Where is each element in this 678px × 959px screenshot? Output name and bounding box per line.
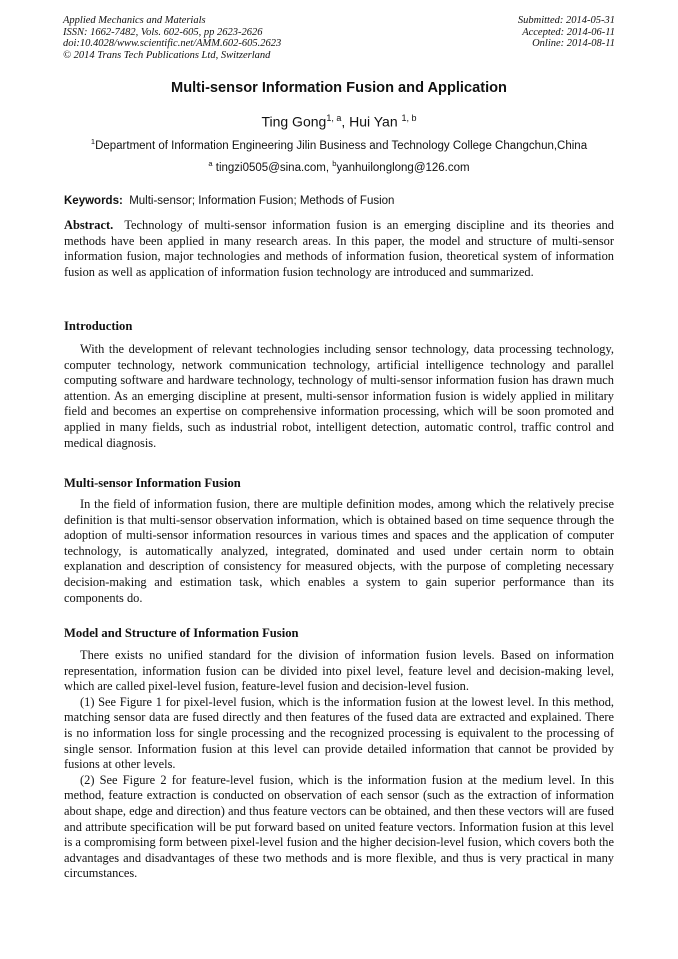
affiliation: Department of Information Engineering Jilin Business and Technology College Changchun,China (95, 139, 588, 152)
author-separator: , (341, 113, 350, 130)
header-left (63, 15, 281, 61)
abstract-text: Technology of multi-sensor information fusion is an emerging discipline and its theories and methods have been applied in many research areas. In this paper, the model and structure of multi-sensor information fusion, major technologies and methods of information fusion, theoretical system of information fusion as well as application of information fusion technology are introduced and summarized. (64, 218, 614, 279)
section-heading-model-structure: Model and Structure of Information Fusion (64, 626, 299, 640)
affiliation-sup: 1 (90, 137, 96, 146)
author-2: Hui Yan (349, 113, 398, 130)
email-b-sup: b (332, 159, 337, 168)
accepted-date: Accepted: 2014-06-11 (522, 26, 615, 38)
email-line (0, 159, 678, 174)
paragraph: (2) See Figure 2 for feature-level fusion, which is the information fusion at the medium level. In this method, feature extraction is conducted on observation of each sensor (such as the extraction of information about shape, edge and direction) and thus feature vectors can be obtained, and then these vectors will are fused and attribute specification will be put forward based on united feature vectors. Information fusion at this level is a compromising form between pixel-level fusion and the higher decision-level fusion, which covers both the advantages and disadvantages of these two methods and is more flexible, and thus is very practical in many circumstances. (64, 772, 614, 881)
affiliation-line (0, 137, 678, 152)
copyright-line: © 2014 Trans Tech Publications Ltd, Switzerland (63, 49, 271, 61)
multi-sensor-fusion-body (64, 497, 614, 606)
paragraph: In the field of information fusion, there are multiple definition modes, among which the relatively precise definition is that multi-sensor observation information, which is obtained based on time sequence through the adoption of multi-sensor information resources in various times and spaces and the application of computer technology, is automatically analyzed, integrated, dominated and used under certain norm to obtain explanation and description of consistency for measured objects, with the purpose of completing necessary decision-making and estimation task, which enables a system to gain superior performance than its components do. (64, 497, 614, 605)
author-1: Ting Gong (261, 113, 327, 130)
author-1-sup: 1, a (326, 113, 342, 123)
issn-line: ISSN: 1662-7482, Vols. 602-605, pp 2623-2626 (63, 26, 263, 38)
keywords-label: Keywords: (64, 195, 123, 207)
paragraph: (1) See Figure 1 for pixel-level fusion, which is the information fusion at the lowest level. In this method, matching sensor data are fused directly and then features of the fused data are extracted and explained. There is no information loss for single processing and the recognized processing is equivalent to the processing of single sensor. Information fusion at this level can provide detailed information that cannot be provided by fusions at other levels. (64, 694, 614, 772)
model-structure-body (64, 648, 614, 882)
keywords-text: Multi-sensor; Information Fusion; Methods of Fusion (129, 195, 395, 207)
paragraph: With the development of relevant technologies including sensor technology, data processing technology, computer technology, network communication technology, artificial intelligence technology and parallel computing software and hardware technology, technology of multi-sensor information fusion has drawn much attention. As an emerging discipline at present, multi-sensor information fusion is widely applied in military field and becomes an expertise on comprehensive information processing, which will be soon promoted and applied in many fields, such as industrial robot, intelligent detection, automatic control, traffic control and medical diagnosis. (64, 342, 614, 450)
submitted-date: Submitted: 2014-05-31 (517, 15, 615, 26)
journal-name: Applied Mechanics and Materials (63, 15, 206, 26)
email-b: yanhuilonglong@126.com (336, 161, 470, 174)
online-date: Online: 2014-08-11 (532, 38, 615, 50)
introduction-body (64, 342, 614, 451)
keywords-line (64, 195, 394, 207)
email-a: tingzi0505@sina.com, (215, 161, 333, 174)
email-a-sup: a (208, 159, 213, 168)
author-2-sup: 1, b (401, 113, 417, 123)
header-right (518, 15, 615, 50)
doi-line: doi:10.4028/www.scientific.net/AMM.602-605.2623 (63, 38, 282, 50)
section-heading-multi-sensor-fusion: Multi-sensor Information Fusion (64, 476, 241, 490)
abstract-label: Abstract. (64, 218, 114, 232)
paper-title: Multi-sensor Information Fusion and Application (171, 80, 507, 96)
paragraph: There exists no unified standard for the division of information fusion levels. Based on information representation, information fusion can be divided into pixel level, feature level and decision-making level, which are called pixel-level fusion, feature-level fusion and decision-level fusion. (64, 648, 614, 694)
abstract (64, 218, 614, 280)
author-line (0, 113, 678, 130)
section-heading-introduction: Introduction (64, 319, 133, 333)
